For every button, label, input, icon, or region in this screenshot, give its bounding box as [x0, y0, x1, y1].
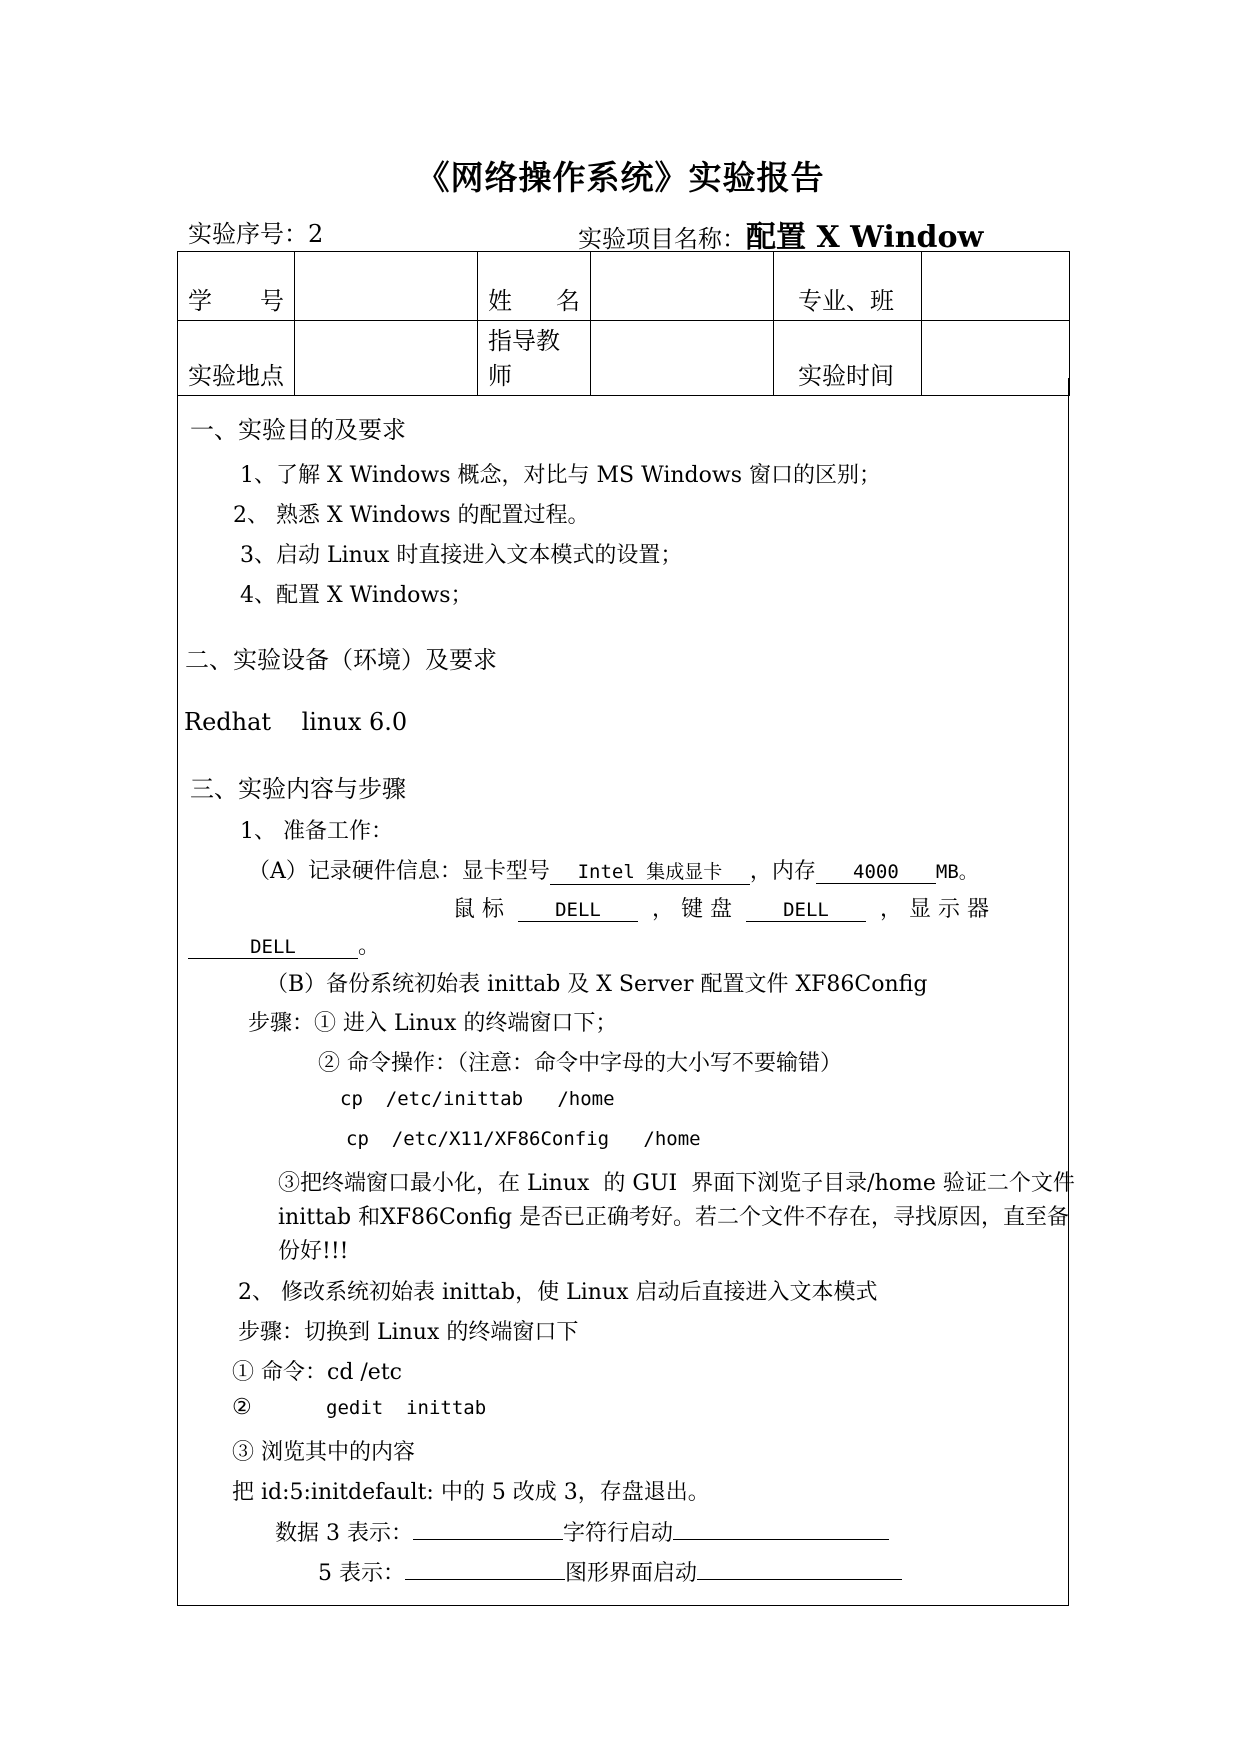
gpu-model-value[interactable]: Intel 集成显卡 — [550, 857, 750, 885]
section1-heading: 一、实验目的及要求 — [190, 416, 406, 444]
major-class-label: 专业、班 — [774, 252, 922, 321]
memory-value[interactable]: 4000 — [816, 861, 936, 884]
data3-blank-1[interactable] — [413, 1519, 563, 1540]
peripherals-line: 鼠 标 DELL ， 键 盘 DELL ， 显 示 器 — [453, 897, 989, 922]
data3-line: 数据 3 表示： 字符行启动 — [275, 1516, 889, 1547]
step2-command-2-number: ② — [232, 1395, 252, 1420]
step3-line-3: 份好!!! — [278, 1239, 349, 1264]
monitor-value[interactable]: DELL — [188, 936, 358, 959]
step2-title: 2、 修改系统初始表 inittab，使 Linux 启动后直接进入文本模式 — [238, 1280, 878, 1305]
teacher-label: 指导教师 — [478, 321, 591, 396]
purpose-item-2: 2、 熟悉 X Windows 的配置过程。 — [233, 503, 590, 528]
major-class-cell[interactable] — [922, 252, 1070, 321]
location-label: 实验地点 — [178, 321, 295, 396]
command-1: cp /etc/inittab /home — [340, 1088, 615, 1110]
data3-blank-2[interactable] — [673, 1519, 889, 1540]
section3-heading: 三、实验内容与步骤 — [190, 775, 406, 803]
project-name-row — [578, 212, 983, 256]
step2-change-default: 把 id:5:initdefault: 中的 5 改成 3，存盘退出。 — [232, 1480, 710, 1505]
step2-browse: ③ 浏览其中的内容 — [232, 1440, 415, 1465]
step2-sub: 步骤：切换到 Linux 的终端窗口下 — [238, 1320, 579, 1345]
purpose-item-4: 4、配置 X Windows； — [240, 583, 473, 608]
data5-blank-2[interactable] — [697, 1559, 902, 1580]
info-table — [177, 251, 1070, 396]
mouse-value[interactable]: DELL — [518, 899, 638, 922]
document-title: 《网络操作系统》实验报告 — [416, 158, 825, 197]
name-label: 姓 名 — [478, 252, 591, 321]
hardware-info-line: （A）记录硬件信息：显卡型号 Intel 集成显卡 ，内存 4000 MB。 — [248, 859, 978, 884]
info-row-1 — [178, 252, 1070, 321]
report-content — [177, 378, 1075, 1606]
student-id-cell[interactable] — [295, 252, 478, 321]
step3-line-2: inittab 和XF86Config 是否已正确考好。若二个文件不存在，寻找原因，直至备 — [278, 1205, 1070, 1230]
time-label: 实验时间 — [774, 321, 922, 396]
name-cell[interactable] — [591, 252, 774, 321]
step2-command-1: ① 命令：cd /etc — [232, 1360, 402, 1385]
data5-blank-1[interactable] — [405, 1559, 565, 1580]
project-name-value: 配置 X Window — [746, 220, 984, 255]
data5-line: 5 表示： 图形界面启动 — [318, 1556, 902, 1587]
project-name-label: 实验项目名称： — [578, 225, 746, 253]
command-2: cp /etc/X11/XF86Config /home — [346, 1128, 701, 1150]
backup-step-1: 步骤：① 进入 Linux 的终端窗口下； — [248, 1011, 618, 1036]
step2-command-2: gedit inittab — [326, 1397, 487, 1419]
experiment-sequence: 实验序号：2 — [188, 220, 324, 248]
purpose-item-1: 1、了解 X Windows 概念，对比与 MS Windows 窗口的区别； — [240, 463, 881, 488]
environment-text: Redhat linux 6.0 — [184, 708, 408, 736]
keyboard-value[interactable]: DELL — [746, 899, 866, 922]
section2-heading: 二、实验设备（环境）及要求 — [185, 646, 497, 674]
step1-title: 1、 准备工作： — [240, 819, 393, 844]
backup-title: （B）备份系统初始表 inittab 及 X Server 配置文件 XF86Config — [266, 972, 928, 997]
monitor-line: DELL 。 — [188, 929, 380, 960]
student-id-label: 学 号 — [178, 252, 295, 321]
step3-line-1: ③把终端窗口最小化，在 Linux 的 GUI 界面下浏览子目录/home 验证二个文件 — [278, 1171, 1075, 1196]
purpose-item-3: 3、启动 Linux 时直接进入文本模式的设置； — [240, 543, 683, 568]
backup-step-2: ② 命令操作：（注意：命令中字母的大小写不要输错） — [318, 1051, 842, 1076]
